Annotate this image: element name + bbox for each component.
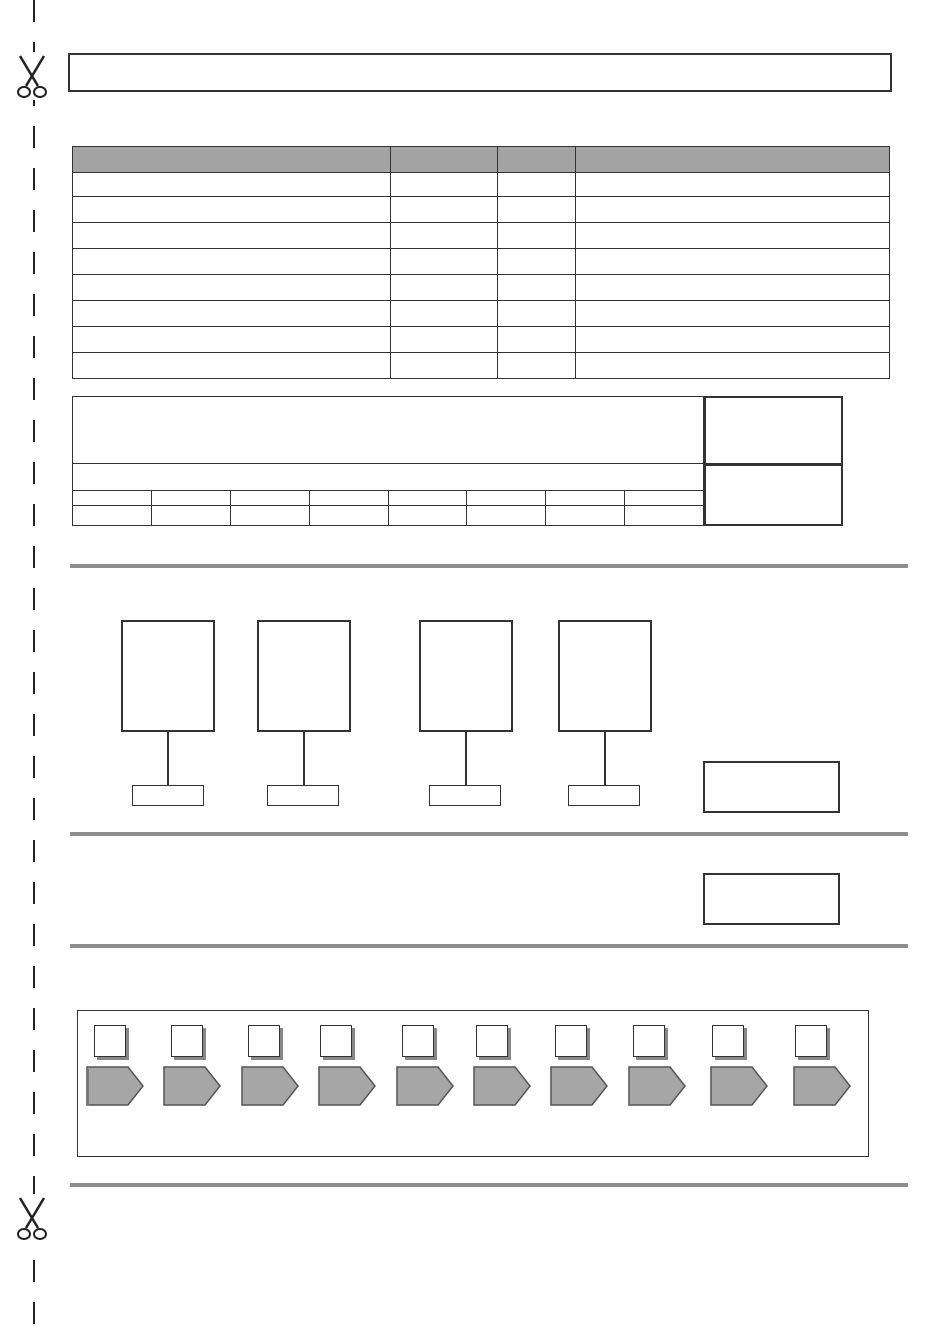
table-header-cell [73, 147, 391, 173]
arrow-chevron-icon[interactable] [318, 1066, 378, 1108]
summary-label-row[interactable] [73, 464, 703, 491]
arrow-chevron-icon[interactable] [241, 1066, 301, 1108]
table-cell[interactable] [498, 301, 576, 327]
arrow-chevron-icon[interactable] [86, 1066, 146, 1108]
table-cell[interactable] [498, 173, 576, 197]
section-divider [70, 944, 908, 948]
main-table [72, 146, 890, 379]
summary-panel [72, 396, 704, 526]
checkbox-icon[interactable] [476, 1025, 508, 1057]
column-box[interactable] [419, 620, 513, 732]
segment-cell[interactable] [231, 506, 310, 525]
arrow-chevron-icon[interactable] [396, 1066, 456, 1108]
table-row [73, 197, 890, 223]
table-row [73, 223, 890, 249]
segment-row [73, 491, 703, 506]
checkbox-icon[interactable] [402, 1025, 434, 1057]
summary-notes-area[interactable] [73, 397, 703, 464]
table-cell[interactable] [498, 249, 576, 275]
segment-cell[interactable] [546, 506, 625, 525]
checkbox-icon[interactable] [94, 1025, 126, 1057]
table-cell[interactable] [391, 327, 498, 353]
segment-cell[interactable] [625, 491, 703, 505]
table-cell[interactable] [576, 301, 890, 327]
segment-cell[interactable] [73, 506, 152, 525]
segment-cell[interactable] [310, 506, 389, 525]
summary-side-box-bottom[interactable] [704, 464, 843, 526]
column-box[interactable] [558, 620, 652, 732]
score-box[interactable] [703, 761, 840, 813]
table-cell[interactable] [498, 353, 576, 379]
arrow-chevron-icon[interactable] [163, 1066, 223, 1108]
table-cell[interactable] [391, 301, 498, 327]
table-header-cell [391, 147, 498, 173]
scissors-icon [14, 52, 50, 100]
connector-line [465, 731, 467, 785]
table-cell[interactable] [498, 327, 576, 353]
table-header-row [73, 147, 890, 173]
title-box [68, 53, 892, 92]
table-cell[interactable] [73, 223, 391, 249]
table-cell[interactable] [576, 275, 890, 301]
table-cell[interactable] [73, 353, 391, 379]
table-cell[interactable] [576, 353, 890, 379]
table-cell-split [576, 173, 890, 197]
scissors-icon [14, 1194, 50, 1242]
table-cell[interactable] [391, 249, 498, 275]
segment-cell[interactable] [467, 491, 546, 505]
connector-line [167, 731, 169, 785]
table-cell[interactable] [576, 249, 890, 275]
segment-cell[interactable] [389, 491, 468, 505]
table-cell[interactable] [576, 197, 890, 223]
segment-cell[interactable] [152, 491, 231, 505]
table-cell[interactable] [391, 353, 498, 379]
column-label-box[interactable] [132, 785, 204, 806]
score-box[interactable] [703, 873, 840, 925]
table-cell[interactable] [73, 275, 391, 301]
table-cell[interactable] [73, 301, 391, 327]
table-row [73, 275, 890, 301]
summary-segments [73, 491, 703, 525]
checkbox-icon[interactable] [248, 1025, 280, 1057]
column-box[interactable] [121, 620, 215, 732]
summary-side-box-top[interactable] [704, 396, 843, 465]
table-cell[interactable] [391, 197, 498, 223]
checkbox-icon[interactable] [633, 1025, 665, 1057]
table-cell[interactable] [498, 197, 576, 223]
table-header-cell [576, 147, 890, 173]
checkbox-icon[interactable] [171, 1025, 203, 1057]
checkbox-icon[interactable] [795, 1025, 827, 1057]
column-box[interactable] [257, 620, 351, 732]
segment-cell[interactable] [310, 491, 389, 505]
table-row [73, 173, 890, 197]
table-cell[interactable] [73, 249, 391, 275]
checkbox-icon[interactable] [555, 1025, 587, 1057]
connector-line [303, 731, 305, 785]
arrow-chevron-icon[interactable] [628, 1066, 688, 1108]
table-row [73, 327, 890, 353]
table-cell[interactable] [391, 173, 498, 197]
segment-row [73, 506, 703, 525]
column-label-box[interactable] [267, 785, 339, 806]
segment-cell[interactable] [73, 491, 152, 505]
segment-cell[interactable] [625, 506, 703, 525]
table-cell[interactable] [73, 197, 391, 223]
checkbox-icon[interactable] [320, 1025, 352, 1057]
table-cell[interactable] [73, 327, 391, 353]
segment-cell[interactable] [467, 506, 546, 525]
checkbox-icon[interactable] [712, 1025, 744, 1057]
connector-line [604, 731, 606, 785]
table-cell[interactable] [391, 223, 498, 249]
arrow-chevron-icon[interactable] [710, 1066, 770, 1108]
column-label-box[interactable] [429, 785, 501, 806]
table-row [73, 301, 890, 327]
table-row [73, 249, 890, 275]
table-row [73, 353, 890, 379]
section-divider [70, 564, 908, 568]
segment-cell[interactable] [546, 491, 625, 505]
table-cell[interactable] [391, 275, 498, 301]
table-cell[interactable] [498, 223, 576, 249]
cut-line [33, 0, 35, 1344]
table-header-cell [498, 147, 576, 173]
table-cell[interactable] [576, 223, 890, 249]
column-label-box[interactable] [568, 785, 640, 806]
table-cell[interactable] [73, 173, 391, 197]
segment-cell[interactable] [389, 506, 468, 525]
segment-cell[interactable] [152, 506, 231, 525]
section-divider [70, 1183, 908, 1187]
arrow-chevron-icon[interactable] [550, 1066, 610, 1108]
table-cell-split [576, 327, 890, 353]
arrow-chevron-icon[interactable] [793, 1066, 853, 1108]
arrow-chevron-icon[interactable] [473, 1066, 533, 1108]
section-divider [70, 832, 908, 836]
table-cell[interactable] [498, 275, 576, 301]
segment-cell[interactable] [231, 491, 310, 505]
